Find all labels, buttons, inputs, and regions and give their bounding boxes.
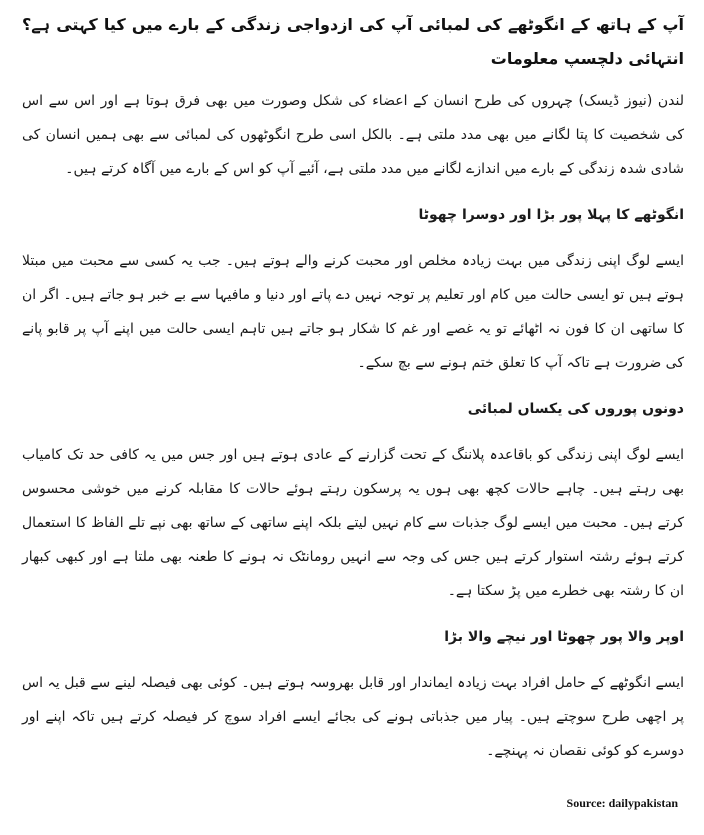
section-heading: انگوٹھے کا پہلا پور بڑا اور دوسرا چھوٹا <box>418 207 684 223</box>
section-heading: دونوں پوروں کی یکساں لمبائی <box>467 401 684 417</box>
section-body: ایسے انگوٹھے کے حامل افراد بہت زیادہ ایماندار اور قابل بھروسہ ہوتے ہیں۔ کوئی بھی فیصلہ لینے سے قبل یہ اس پر اچھی طرح سوچتے ہیں۔ پیار میں جذباتی ہونے کی بجائے ایسے افراد سوچ کر فیصلہ کرتے ہیں تاکہ اپنے اور دوسرے کو کوئی نقصان نہ پہنچے۔ <box>22 675 685 759</box>
source-credit: Source: dailypakistan <box>566 796 678 810</box>
article-intro: لندن (نیوز ڈیسک) چہروں کی طرح انسان کے اعضاء کی شکل وصورت میں بھی فرق ہوتا ہے اور اس سے اس کی شخصیت کا پتا لگانے میں بھی مدد ملتی ہے۔ بالکل اسی طرح انگوٹھوں کی لمبائی سے بھی ہمیں انسان کی شادی شدہ زندگی کے بارے میں اندازے لگانے میں مدد ملتی ہے، آئیے آپ کو اس کے بارے میں آگاہ کرتے ہیں۔ <box>22 93 684 177</box>
section-heading: اوپر والا پور چھوٹا اور نیچے والا بڑا <box>444 629 684 645</box>
article <box>22 8 684 780</box>
section-body: ایسے لوگ اپنی زندگی میں بہت زیادہ مخلص اور محبت کرنے والے ہوتے ہیں۔ جب یہ کسی سے محبت میں مبتلا ہوتے ہیں تو ایسی حالت میں کام اور تعلیم پر توجہ نہیں دے پاتے اور دنیا و مافیہا سے بے خبر ہو جاتے ہیں۔ اگر ان کا ساتھی ان کا فون نہ اٹھائے تو یہ غصے اور غم کا شکار ہو جاتے ہیں تاہم ایسی حالت میں اپنے آپ پر قابو پانے کی ضرورت ہے تاکہ آپ کا تعلق ختم ہونے سے بچ سکے۔ <box>22 253 684 371</box>
article-headline: آپ کے ہاتھ کے انگوٹھے کی لمبائی آپ کی ازدواجی زندگی کے بارے میں کیا کہتی ہے؟ انتہائی دلچسپ معلومات <box>22 15 684 68</box>
section-body: ایسے لوگ اپنی زندگی کو باقاعدہ پلاننگ کے تحت گزارنے کے عادی ہوتے ہیں اور جس میں یہ کافی حد تک کامیاب بھی رہتے ہیں۔ چاہے حالات کچھ بھی ہوں یہ پرسکون رہتے ہوئے حالات کا مقابلہ کرنے میں خوشی محسوس کرتے ہیں۔ محبت میں ایسے لوگ جذبات سے کام نہیں لیتے بلکہ اپنے ساتھی کے ساتھ بھی نپے تلے الفاظ کا استعمال کرتے ہوئے رشتہ استوار کرتے ہیں جس کی وجہ سے انہیں رومانٹک نہ ہونے کا طعنہ بھی ملتا ہے اور کبھی کبھار ان کا رشتہ بھی خطرے میں پڑ سکتا ہے۔ <box>22 447 684 599</box>
